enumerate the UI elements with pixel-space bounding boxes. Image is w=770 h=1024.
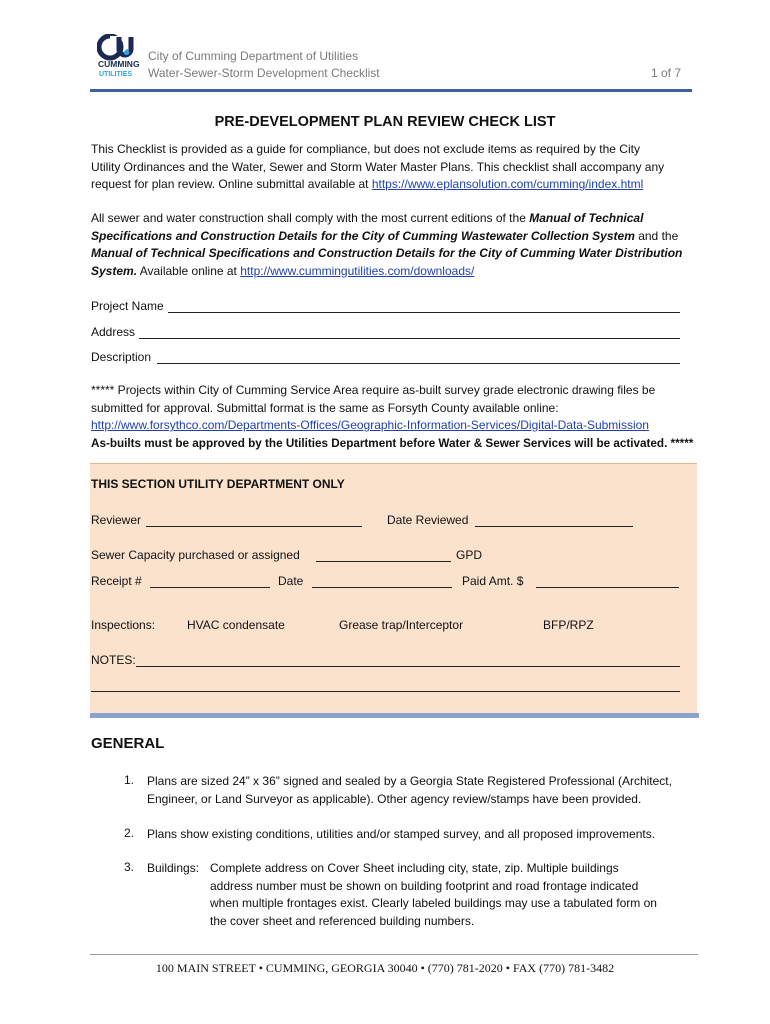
list-item-number: 3. — [124, 860, 135, 874]
paid-amount-label: Paid Amt. $ — [462, 574, 524, 588]
forsyth-link[interactable]: http://www.forsythco.com/Departments-Offices/Geographic-Information-Services/Digital-Data-Submission — [91, 418, 649, 432]
date-reviewed-field[interactable] — [475, 526, 633, 527]
header-department: City of Cumming Department of Utilities — [148, 49, 359, 63]
asbuilt-line: As-builts must be approved by the Utilities Department before Water & Sewer Services will be activated. ***** — [91, 436, 694, 450]
specs-line: Specifications and Construction Details for the City of Cumming Wastewater Collection System and the — [91, 228, 679, 243]
footer-contact: 100 MAIN STREET • CUMMING, GEORGIA 30040 • (770) 781-2020 • FAX (770) 781-3482 — [155, 961, 615, 975]
reviewer-label: Reviewer — [91, 513, 142, 527]
intro-line: request for plan review. Online submittal available at https://www.eplansolution.com/cumming/index.html — [91, 177, 644, 191]
grease-trap-option[interactable]: Grease trap/Interceptor — [339, 618, 464, 632]
list-item: Plans are sized 24” x 36” signed and sealed by a Georgia State Registered Professional (Architect, Engineer, or Land Surveyor as applicable). Other agency review/stamps have been provided. — [147, 774, 672, 806]
hvac-condensate-option[interactable]: HVAC condensate — [187, 618, 285, 632]
address-label: Address — [91, 325, 136, 339]
project-name-label: Project Name — [91, 299, 164, 313]
specs-line: All sewer and water construction shall comply with the most current editions of the Manual of Technical — [91, 211, 644, 225]
specs-line: System. Available online at http://www.cummingutilities.com/downloads/ — [91, 263, 475, 278]
intro-line: This Checklist is provided as a guide for compliance, but does not exclude items as required by the City — [91, 142, 640, 156]
asbuilt-paragraph — [91, 382, 741, 452]
date-reviewed-label: Date Reviewed — [387, 513, 469, 527]
date-field[interactable] — [312, 587, 452, 588]
notes-label: NOTES: — [91, 653, 136, 667]
page-title: PRE-DEVELOPMENT PLAN REVIEW CHECK LIST — [214, 114, 556, 130]
intro-line: Utility Ordinances and the Water, Sewer and Storm Water Master Plans. This checklist shall accompany any — [91, 159, 665, 174]
date-label: Date — [278, 574, 304, 588]
reviewer-field[interactable] — [146, 526, 362, 527]
downloads-link[interactable]: http://www.cummingutilities.com/downloads/ — [240, 263, 475, 278]
header-rule — [90, 89, 692, 92]
notes-field-line-1[interactable] — [136, 666, 680, 667]
asbuilt-line: submitted for approval. Submittal format is the same as Forsyth County available online: — [91, 400, 559, 415]
list-item: Complete address on Cover Sheet including city, state, zip. Multiple buildings address number must be shown on building footprint and road frontage indicated when multiple frontages exist. Clearly labeled buildings may use a tabulated form on the cover sheet and referenced building numbers. — [210, 861, 657, 928]
receipt-label: Receipt # — [91, 574, 142, 588]
gpd-label: GPD — [456, 548, 483, 562]
asbuilt-line: ***** Projects within City of Cumming Service Area require as-built survey grade electronic drawing files be — [91, 383, 656, 397]
sewer-capacity-label: Sewer Capacity purchased or assigned — [91, 548, 300, 562]
paid-amount-field[interactable] — [536, 587, 679, 588]
specs-line: Manual of Technical Specifications and Construction Details for the City of Cumming Water Distribution — [91, 246, 683, 260]
eplan-link[interactable]: https://www.eplansolution.com/cumming/index.html — [371, 177, 644, 191]
intro-paragraph — [91, 141, 703, 194]
notes-field-line-2[interactable] — [91, 691, 680, 692]
general-heading: GENERAL — [91, 735, 165, 752]
utility-section-heading: THIS SECTION UTILITY DEPARTMENT ONLY — [91, 477, 345, 491]
bfp-rpz-option[interactable]: BFP/RPZ — [543, 618, 594, 632]
sewer-capacity-field[interactable] — [316, 561, 451, 562]
receipt-field[interactable] — [150, 587, 270, 588]
list-item-number: 2. — [124, 826, 135, 840]
inspections-label: Inspections: — [91, 618, 156, 632]
utility-department-section — [90, 463, 697, 716]
buildings-label: Buildings: — [147, 861, 200, 875]
list-item-number: 1. — [124, 773, 135, 787]
list-item: Plans show existing conditions, utilities and/or stamped survey, and all proposed improvements. — [147, 827, 656, 841]
asbuilt-line — [91, 417, 741, 435]
project-name-field[interactable] — [168, 312, 680, 313]
page-number: 1 of 7 — [650, 66, 681, 80]
description-field[interactable] — [157, 363, 680, 364]
cumming-utilities-logo — [97, 34, 143, 80]
description-label: Description — [91, 350, 152, 364]
svg-text:UTILITIES: UTILITIES — [99, 71, 133, 78]
header-checklist-name: Water-Sewer-Storm Development Checklist — [148, 66, 380, 80]
footer-rule — [90, 954, 698, 955]
address-field[interactable] — [139, 338, 680, 339]
svg-text:CUMMING: CUMMING — [98, 59, 140, 69]
utility-section-bottom-bar — [90, 713, 699, 718]
specs-paragraph — [91, 210, 703, 280]
